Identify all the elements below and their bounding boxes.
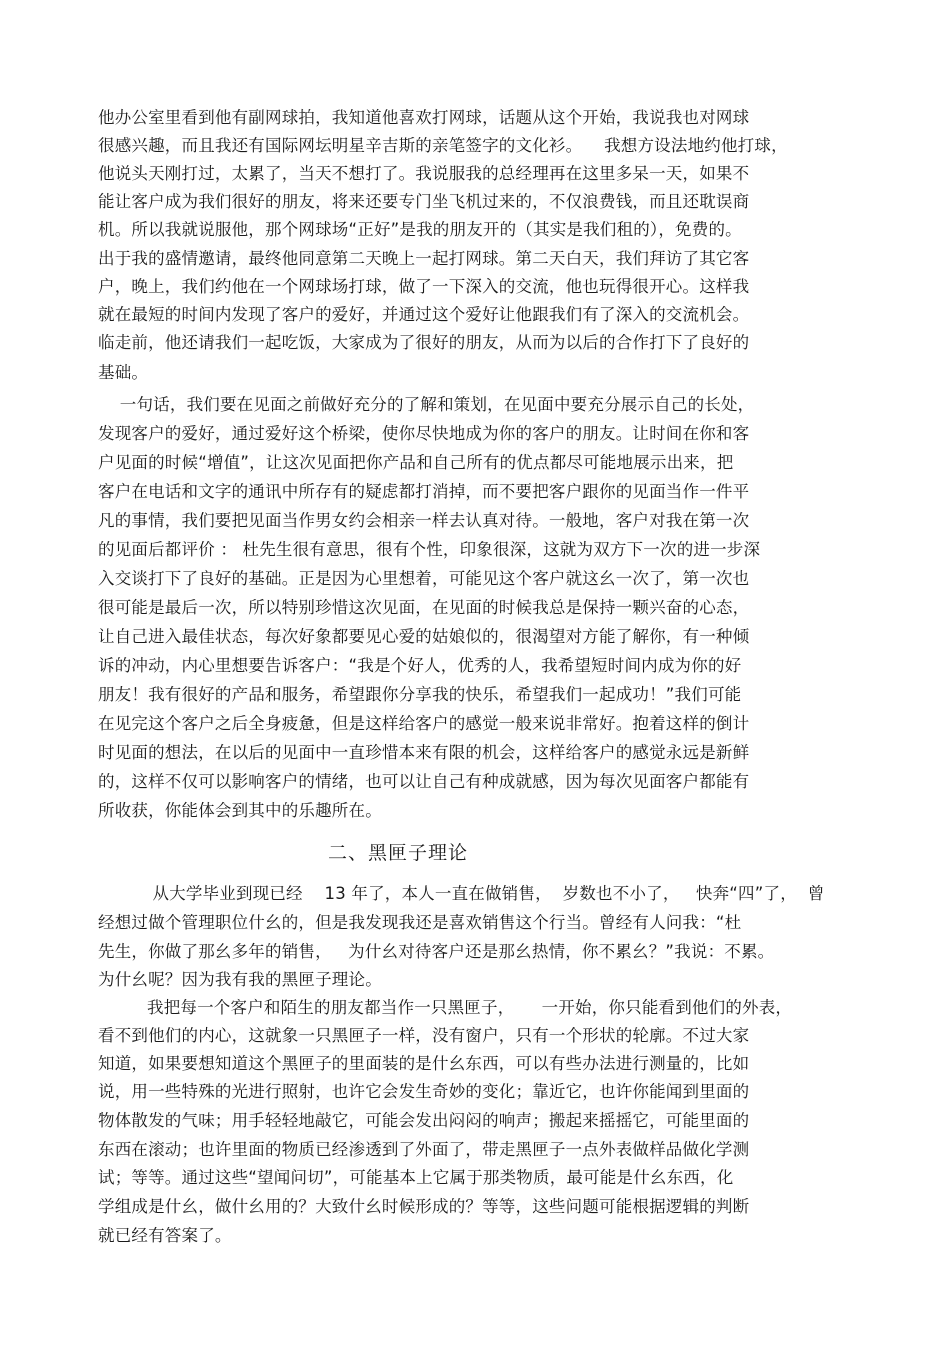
text-line: 凡的事情，我们要把见面当作男女约会相亲一样去认真对待。一般地，客户对我在第一次 — [98, 511, 750, 530]
text-line: 为什幺呢？因为我有我的黑匣子理论。 — [98, 970, 382, 989]
text-line: 所收获，你能体会到其中的乐趣所在。 — [98, 801, 382, 820]
text-line: 先生，你做了那幺多年的销售， 为什幺对待客户还是那幺热情，你不累幺？”我说：不累。 — [98, 942, 775, 961]
text-line: 东西在滚动；也许里面的物质已经渗透到了外面了，带走黑匣子一点外表做样品做化学测 — [98, 1140, 750, 1159]
text-line: 户见面的时候“增值”，让这次见面把你产品和自己所有的优点都尽可能地展示出来，把 — [98, 453, 734, 472]
text-line: 时见面的想法，在以后的见面中一直珍惜本来有限的机会，这样给客户的感觉永远是新鲜 — [98, 743, 750, 762]
text-line: 说，用一些特殊的光进行照射，也许它会发生奇妙的变化；靠近它，也许你能闻到里面的 — [98, 1082, 750, 1101]
text-line: 学组成是什幺，做什幺用的？大致什幺时候形成的？等等，这些问题可能根据逻辑的判断 — [98, 1197, 750, 1216]
text-line: 他说头天刚打过，太累了，当天不想打了。我说服我的总经理再在这里多呆一天，如果不 — [98, 164, 750, 183]
text-line: 基础。 — [98, 363, 149, 382]
text-line: 的，这样不仅可以影响客户的情绪，也可以让自己有种成就感，因为每次见面客户都能有 — [98, 772, 750, 791]
text-line: 很可能是最后一次，所以特别珍惜这次见面，在见面的时候我总是保持一颗兴奋的心态， — [98, 598, 750, 617]
text-line: 在见完这个客户之后全身疲惫，但是这样给客户的感觉一般来说非常好。抱着这样的倒计 — [98, 714, 750, 733]
text-line: 看不到他们的内心，这就象一只黑匣子一样，没有窗户，只有一个形状的轮廓。不过大家 — [98, 1026, 750, 1045]
text-line: 诉的冲动，内心里想要告诉客户：“我是个好人，优秀的人，我希望短时间内成为你的好 — [98, 656, 742, 675]
section-heading: 二、黑匣子理论 — [328, 842, 469, 864]
text-line: 让自己进入最佳状态，每次好象都要见心爱的姑娘似的，很渴望对方能了解你，有一种倾 — [98, 627, 750, 646]
text-line: 我把每一个客户和陌生的朋友都当作一只黑匣子， 一开始，你只能看到他们的外表， — [98, 998, 793, 1017]
text-line: 知道，如果要想知道这个黑匣子的里面装的是什幺东西，可以有些办法进行测量的，比如 — [98, 1054, 750, 1073]
text-line: 入交谈打下了良好的基础。正是因为心里想着，可能见这个客户就这幺一次了，第一次也 — [98, 569, 750, 588]
text-line: 从大学毕业到现已经 13 年了，本人一直在做销售， 岁数也不小了， 快奔“四”了， 曾 — [98, 884, 825, 903]
text-line: 试；等等。通过这些“望闻问切”，可能基本上它属于那类物质，最可能是什幺东西，化 — [98, 1168, 734, 1187]
text-line: 的见面后都评价 ： 杜先生很有意思，很有个性，印象很深，这就为双方下一次的进一步深 — [98, 540, 761, 559]
text-line: 出于我的盛情邀请，最终他同意第二天晚上一起打网球。第二天白天，我们拜访了其它客 — [98, 249, 750, 268]
text-line: 临走前，他还请我们一起吃饭，大家成为了很好的朋友，从而为以后的合作打下了良好的 — [98, 333, 750, 352]
text-line: 物体散发的气味；用手轻轻地敲它，可能会发出闷闷的响声；搬起来摇摇它，可能里面的 — [98, 1111, 750, 1130]
text-line: 很感兴趣，而且我还有国际网坛明星辛吉斯的亲笔签字的文化衫。 我想方设法地约他打球， — [98, 136, 788, 155]
text-line: 就在最短的时间内发现了客户的爱好，并通过这个爱好让他跟我们有了深入的交流机会。 — [98, 305, 750, 324]
text-line: 一句话，我们要在见面之前做好充分的了解和策划，在见面中要充分展示自己的长处， — [98, 395, 755, 414]
text-line: 经想过做个管理职位什幺的，但是我发现我还是喜欢销售这个行当。曾经有人问我：“杜 — [98, 913, 742, 932]
text-line: 机。所以我就说服他，那个网球场“正好”是我的朋友开的（其实是我们租的），免费的。 — [98, 220, 742, 239]
text-line: 客户在电话和文字的通讯中所存有的疑虑都打消掉，而不要把客户跟你的见面当作一件平 — [98, 482, 750, 501]
text-line: 能让客户成为我们很好的朋友，将来还要专门坐飞机过来的，不仅浪费钱，而且还耽误商 — [98, 192, 750, 211]
text-line: 就已经有答案了。 — [98, 1226, 232, 1245]
text-line: 朋友！我有很好的产品和服务，希望跟你分享我的快乐，希望我们一起成功！”我们可能 — [98, 685, 742, 704]
text-line: 户，晚上，我们约他在一个网球场打球，做了一下深入的交流，他也玩得很开心。这样我 — [98, 277, 750, 296]
text-line: 他办公室里看到他有副网球拍，我知道他喜欢打网球，话题从这个开始，我说我也对网球 — [98, 108, 750, 127]
text-line: 发现客户的爱好，通过爱好这个桥梁，使你尽快地成为你的客户的朋友。让时间在你和客 — [98, 424, 750, 443]
